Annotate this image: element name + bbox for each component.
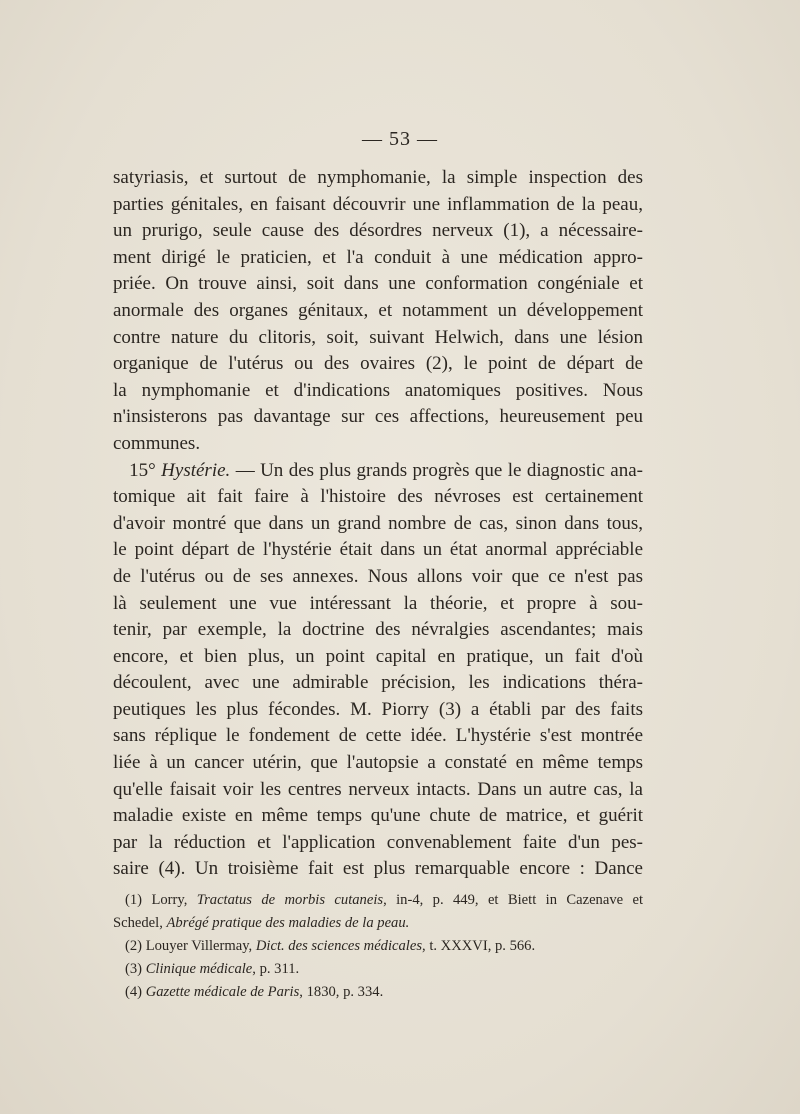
footnotes bbox=[113, 889, 643, 1004]
footnote-marker: (1) bbox=[125, 892, 143, 908]
footnote-4 bbox=[113, 981, 643, 1004]
footnote-detail: , t. XXXVI, p. 566. bbox=[422, 938, 536, 954]
text-line: anormale des organes génitaux, et notamment un développement bbox=[113, 299, 643, 321]
text-line: là seulement une vue intéressant la théorie, et propre à sou- bbox=[113, 592, 643, 614]
text-line: liée à un cancer utérin, que l'autopsie a constaté en même temps bbox=[113, 752, 643, 774]
text-line: ment dirigé le praticien, et l'a conduit à une médication appro- bbox=[113, 246, 643, 268]
footnote-marker: (3) bbox=[125, 961, 143, 977]
text-line: organique de l'utérus ou des ovaires (2), le point de départ de bbox=[113, 353, 643, 375]
footnote-1-cont bbox=[113, 912, 643, 935]
text-line: peutiques les plus fécondes. M. Piorry (3) a établi par des faits bbox=[113, 698, 643, 720]
section-title: Hystérie. bbox=[161, 459, 231, 481]
text-line: contre nature du clitoris, soit, suivant Helwich, dans une lésion bbox=[113, 326, 643, 348]
text-line: n'insisterons pas davantage sur ces affections, heureusement peu bbox=[113, 406, 643, 428]
footnote-marker: (2) bbox=[125, 938, 143, 954]
footnote-work: Clinique médicale bbox=[145, 961, 253, 977]
section-first-line: — Un des plus grands progrès que le diagnostic ana- bbox=[235, 459, 643, 481]
text-line: découlent, avec une admirable précision, les indications théra- bbox=[113, 672, 643, 694]
section-heading-line bbox=[113, 458, 643, 485]
footnote-work: Abrégé pratique des maladies de la peau. bbox=[166, 915, 410, 931]
text-line: de l'utérus ou de ses annexes. Nous allons voir que ce n'est pas bbox=[113, 565, 643, 587]
page-number: — 53 — bbox=[362, 128, 438, 150]
footnote-work: Gazette médicale de Paris bbox=[145, 984, 300, 1000]
footnote-work: Tractatus de morbis cutaneis bbox=[196, 892, 384, 908]
text-line: le point départ de l'hystérie était dans un état anormal appréciable bbox=[113, 539, 643, 561]
footnote-author: Lorry, bbox=[151, 892, 188, 908]
footnote-detail: , p. 311. bbox=[252, 961, 300, 977]
text-line: satyriasis, et surtout de nymphomanie, la simple inspection des bbox=[113, 167, 643, 188]
footnote-1 bbox=[113, 889, 643, 912]
footnote-marker: (4) bbox=[125, 984, 143, 1000]
text-line: encore, et bien plus, un point capital en pratique, un fait d'où bbox=[113, 645, 643, 667]
footnote-work: Dict. des sciences médicales bbox=[255, 938, 423, 954]
footnote-detail: , in-4, p. 449, et Biett in Cazenave et bbox=[383, 892, 644, 908]
text-line: la nymphomanie et d'indications anatomiques positives. Nous bbox=[113, 379, 643, 401]
section-number: 15° bbox=[129, 459, 156, 481]
text-line: priée. On trouve ainsi, soit dans une conformation congéniale et bbox=[113, 273, 643, 295]
text-line: sans réplique le fondement de cette idée. L'hystérie s'est montrée bbox=[113, 725, 643, 747]
text-line: parties génitales, en faisant découvrir une inflammation de la peau, bbox=[113, 193, 643, 215]
text-line: un prurigo, seule cause des désordres nerveux (1), a nécessaire- bbox=[113, 220, 643, 242]
footnote-author: Louyer Villermay, bbox=[145, 938, 253, 954]
text-line: tenir, par exemple, la doctrine des névralgies ascendantes; mais bbox=[113, 619, 643, 641]
text-line: communes. bbox=[113, 432, 201, 454]
text-line: saire (4). Un troisième fait est plus remarquable encore : Dance bbox=[113, 858, 643, 880]
text-line: qu'elle faisait voir les centres nerveux intacts. Dans un autre cas, la bbox=[113, 778, 643, 800]
footnote-2 bbox=[113, 935, 643, 958]
text-line: par la réduction et l'application convenablement faite d'un pes- bbox=[113, 831, 643, 853]
text-line: tomique ait fait faire à l'histoire des névroses est certainement bbox=[113, 486, 643, 508]
text-line: d'avoir montré que dans un grand nombre de cas, sinon dans tous, bbox=[113, 512, 643, 534]
footnote-author: Schedel, bbox=[113, 915, 163, 931]
footnote-3 bbox=[113, 958, 643, 981]
footnote-detail: , 1830, p. 334. bbox=[299, 984, 384, 1000]
text-line: maladie existe en même temps qu'une chute de matrice, et guérit bbox=[113, 805, 643, 827]
main-text bbox=[113, 165, 643, 883]
